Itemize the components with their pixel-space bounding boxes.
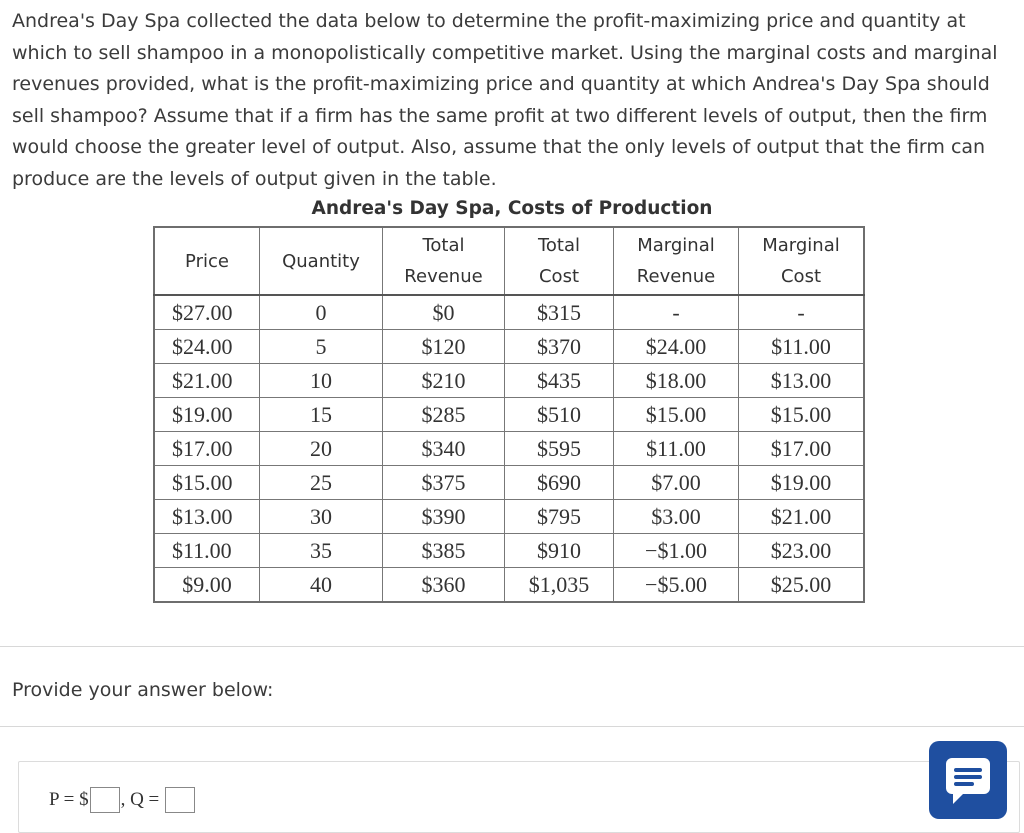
table-row [154, 295, 864, 330]
cell-quantity: 20 [260, 432, 383, 466]
table-header-row [154, 227, 864, 295]
cell-price: $21.00 [154, 364, 260, 398]
cell-quantity: 10 [260, 364, 383, 398]
header-total-cost-line2: Cost [538, 266, 580, 287]
header-total-cost [505, 227, 614, 295]
cell-total-cost: $795 [505, 500, 614, 534]
cell-quantity: 15 [260, 398, 383, 432]
cell-marginal-revenue: −$1.00 [614, 534, 739, 568]
cell-total-revenue: $0 [383, 295, 505, 330]
header-marginal-revenue-line1: Marginal [637, 235, 715, 256]
quantity-input[interactable] [165, 787, 195, 813]
header-marginal-revenue [614, 227, 739, 295]
help-chat-button[interactable] [929, 741, 1007, 819]
cell-total-revenue: $385 [383, 534, 505, 568]
table-body [154, 295, 864, 602]
cell-total-cost: $510 [505, 398, 614, 432]
cell-total-cost: $690 [505, 466, 614, 500]
cell-quantity: 30 [260, 500, 383, 534]
header-marginal-revenue-line2: Revenue [636, 266, 716, 287]
cell-marginal-cost: $25.00 [739, 568, 865, 603]
table-row [154, 364, 864, 398]
table-row [154, 568, 864, 603]
header-total-cost-line1: Total [537, 235, 581, 256]
cell-marginal-cost: $13.00 [739, 364, 865, 398]
cell-total-cost: $370 [505, 330, 614, 364]
cell-total-revenue: $210 [383, 364, 505, 398]
cell-total-cost: $435 [505, 364, 614, 398]
header-marginal-cost [739, 227, 865, 295]
cell-marginal-revenue: $11.00 [614, 432, 739, 466]
cell-total-cost: $315 [505, 295, 614, 330]
cell-total-cost: $910 [505, 534, 614, 568]
cell-price: $15.00 [154, 466, 260, 500]
chat-bubble-icon [929, 741, 1007, 819]
cell-marginal-revenue: - [614, 295, 739, 330]
table-row [154, 500, 864, 534]
cell-total-revenue: $285 [383, 398, 505, 432]
cell-marginal-cost: $15.00 [739, 398, 865, 432]
cell-quantity: 40 [260, 568, 383, 603]
answer-line [49, 787, 196, 813]
answer-area [18, 761, 1020, 833]
cell-marginal-revenue: $15.00 [614, 398, 739, 432]
cell-total-revenue: $360 [383, 568, 505, 603]
cell-total-revenue: $340 [383, 432, 505, 466]
cell-marginal-revenue: −$5.00 [614, 568, 739, 603]
table-row [154, 432, 864, 466]
cell-price: $24.00 [154, 330, 260, 364]
table-row [154, 398, 864, 432]
price-label: P = $ [49, 789, 89, 810]
cell-marginal-revenue: $18.00 [614, 364, 739, 398]
cell-marginal-cost: $23.00 [739, 534, 865, 568]
cell-quantity: 0 [260, 295, 383, 330]
quantity-label: , Q = [120, 789, 165, 810]
cell-price: $9.00 [154, 568, 260, 603]
cell-marginal-cost: $19.00 [739, 466, 865, 500]
cell-marginal-cost: $17.00 [739, 432, 865, 466]
header-price: Price [154, 227, 260, 295]
header-total-revenue-line1: Total [422, 235, 465, 256]
cell-quantity: 5 [260, 330, 383, 364]
cell-quantity: 35 [260, 534, 383, 568]
cell-marginal-revenue: $7.00 [614, 466, 739, 500]
section-divider [0, 726, 1024, 727]
header-total-revenue-line2: Revenue [404, 266, 483, 287]
header-quantity: Quantity [260, 227, 383, 295]
table-row [154, 330, 864, 364]
cell-price: $17.00 [154, 432, 260, 466]
cell-marginal-revenue: $24.00 [614, 330, 739, 364]
table-title: Andrea's Day Spa, Costs of Production [311, 198, 713, 219]
section-divider [0, 646, 1024, 647]
header-total-revenue [383, 227, 505, 295]
question-text: Andrea's Day Spa collected the data below to determine the profit-maximizing price and quantity at which to sell shampoo in a monopolistically competitive market. Using the marginal costs and marginal revenues provided, what is the profit-maximizing price and quantity at which Andrea's Day Spa should sell shampoo? Assume that if a firm has the same profit at two different levels of output, then the firm would choose the greater level of output. Also, assume that the only levels of output that the firm can produce are the levels of output given in the table. [12, 10, 998, 190]
cell-marginal-cost: - [739, 295, 865, 330]
table-row [154, 466, 864, 500]
cell-total-cost: $1,035 [505, 568, 614, 603]
costs-table [153, 226, 865, 603]
cell-price: $11.00 [154, 534, 260, 568]
cell-total-revenue: $120 [383, 330, 505, 364]
table-row [154, 534, 864, 568]
cell-price: $13.00 [154, 500, 260, 534]
cell-price: $19.00 [154, 398, 260, 432]
cell-price: $27.00 [154, 295, 260, 330]
cell-marginal-revenue: $3.00 [614, 500, 739, 534]
price-input[interactable] [90, 787, 120, 813]
cell-marginal-cost: $21.00 [739, 500, 865, 534]
cell-total-revenue: $390 [383, 500, 505, 534]
answer-prompt: Provide your answer below: [12, 679, 274, 701]
cell-marginal-cost: $11.00 [739, 330, 865, 364]
cell-total-revenue: $375 [383, 466, 505, 500]
cell-total-cost: $595 [505, 432, 614, 466]
header-marginal-cost-line2: Cost [780, 266, 822, 287]
header-marginal-cost-line1: Marginal [762, 235, 840, 256]
cell-quantity: 25 [260, 466, 383, 500]
